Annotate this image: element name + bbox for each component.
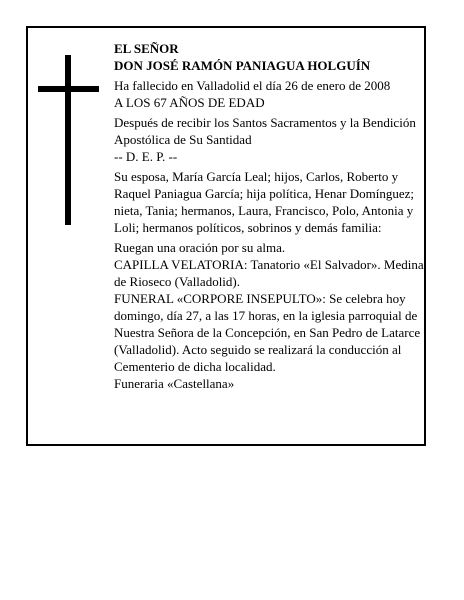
obituary-notice bbox=[26, 26, 426, 446]
death-line: Ha fallecido en Valladolid el día 26 de enero de 2008 bbox=[114, 78, 391, 93]
funeral-text: FUNERAL «CORPORE INSEPULTO»: Se celebra hoy domingo, día 27, a las 17 horas, en la iglesia parroquial de Nuestra Señora de la Concepción, en San Pedro de Latarce (Valladolid). Acto seguido se realizará la conducción al Cementerio de dicha localidad. bbox=[114, 291, 421, 374]
dep-text: -- D. E. P. -- bbox=[114, 149, 178, 164]
family-text: Su esposa, María García Leal; hijos, Carlos, Roberto y Raquel Paniagua García; hija política, Henar Domínguez; nieta, Tania; hermanos, Laura, Francisco, Polo, Antonia y Loli; hermanos políticos, sobrinos y demás familia: bbox=[114, 169, 414, 235]
funeral-home-text: Funeraria «Castellana» bbox=[114, 376, 235, 391]
deceased-name: DON JOSÉ RAMÓN PANIAGUA HOLGUÍN bbox=[114, 58, 371, 73]
cross-icon bbox=[65, 55, 71, 225]
notice-title: EL SEÑOR bbox=[114, 41, 179, 56]
prayer-text: Ruegan una oración por su alma. bbox=[114, 240, 286, 255]
notice-text bbox=[114, 40, 424, 392]
sacraments-text: Después de recibir los Santos Sacramentos y la Bendición Apostólica de Su Santidad bbox=[114, 115, 416, 147]
chapel-text: CAPILLA VELATORIA: Tanatorio «El Salvador». Medina de Rioseco (Valladolid). bbox=[114, 257, 424, 289]
cross-icon-bar bbox=[38, 86, 99, 92]
age-line: A LOS 67 AÑOS DE EDAD bbox=[114, 95, 265, 110]
